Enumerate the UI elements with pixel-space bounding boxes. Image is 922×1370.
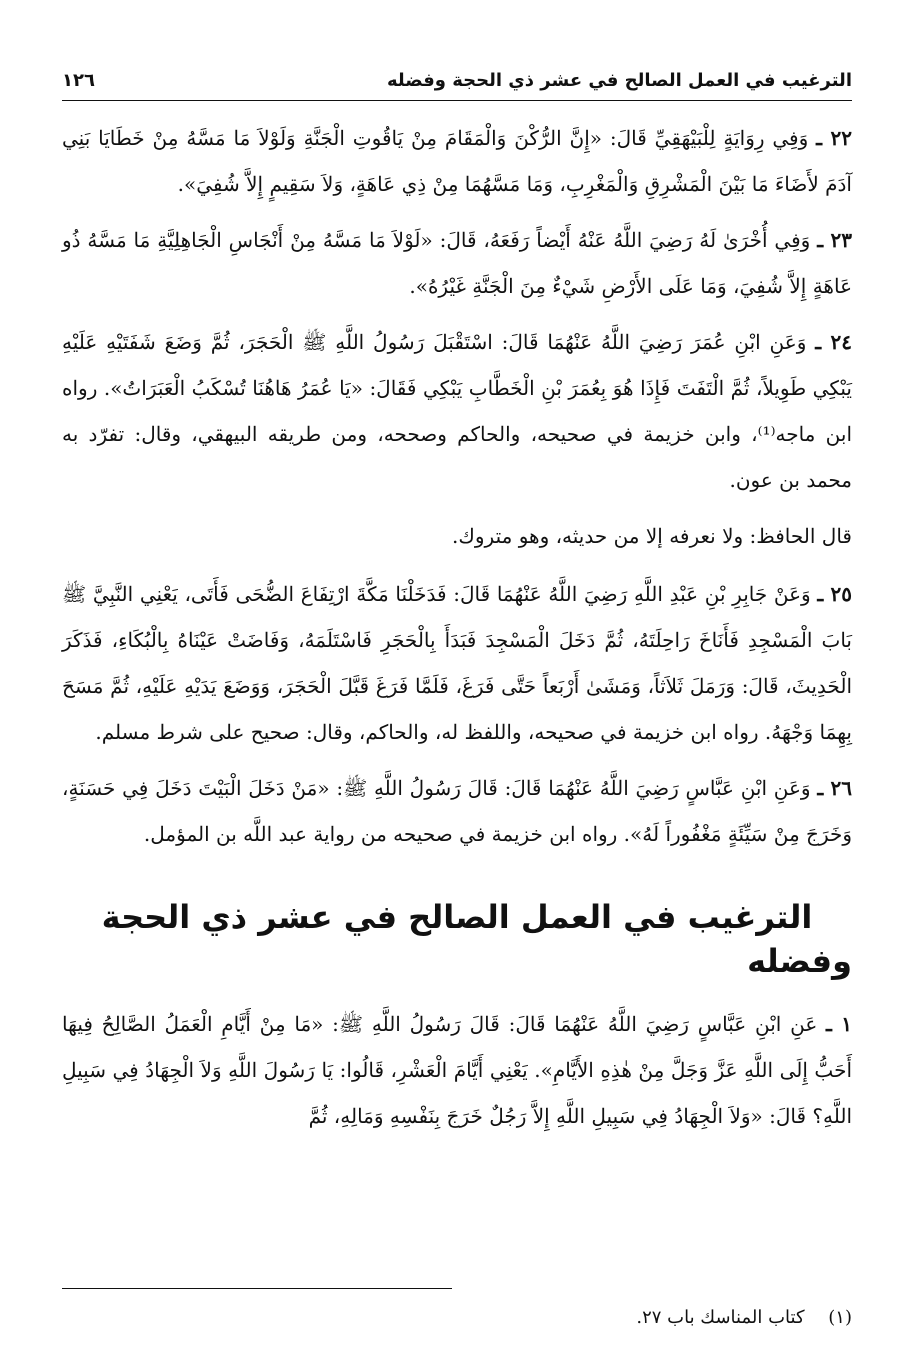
hadith-text: وَعَنِ ابْنِ عَبَّاسٍ رَضِيَ اللَّهُ عَنْهُمَا قَالَ: قَالَ رَسُولُ اللَّهِ ﷺ: «مَنْ دَخَلَ الْبَيْتَ دَخَلَ فِي حَسَنَةٍ، وَخَرَجَ مِنْ سَيِّئَةٍ مَغْفُوراً لَهُ». رواه ابن خزيمة في صحيحه من رواية عبد اللَّه بن المؤمل.	[62, 776, 852, 846]
hadith-text: وَفِي رِوَايَةٍ لِلْبَيْهَقِيِّ قَالَ: «إِنَّ الرُّكْنَ وَالْمَقَامَ مِنْ يَاقُوتِ الْجَنَّةِ وَلَوْلاَ مَا مَسَّهُ مِنْ خَطَايَا بَنِي آدَمَ لأَضَاءَ مَا بَيْنَ الْمَشْرِقِ وَالْمَغْرِبِ، وَمَا مَسَّهُمَا مِنْ ذِي عَاهَةٍ، وَلاَ سَقِيمٍ إِلاَّ شُفِيَ».	[62, 126, 852, 196]
hadith-paragraph-24	[62, 319, 852, 503]
hadith-text: وَعَنِ ابْنِ عُمَرَ رَضِيَ اللَّهُ عَنْهُمَا قَالَ: اسْتَقْبَلَ رَسُولُ اللَّهِ ﷺ الْحَجَرَ، ثُمَّ وَضَعَ شَفَتَيْهِ عَلَيْهِ يَبْكِي طَوِيلاً، ثُمَّ الْتَفَتَ فَإِذَا هُوَ بِعُمَرَ بْنِ الْخَطَّابِ يَبْكِي فَقَالَ: «يَا عُمَرُ هَاهُنَا تُسْكَبُ الْعَبَرَاتُ». رواه ابن ماجه⁽¹⁾، وابن خزيمة في صحيحه، والحاكم وصححه، ومن طريقه البيهقي، وقال: تفرّد به محمد بن عون.	[62, 330, 853, 492]
hadith-text: عَنِ ابْنِ عَبَّاسٍ رَضِيَ اللَّهُ عَنْهُمَا قَالَ: قَالَ رَسُولُ اللَّهِ ﷺ: «مَا مِنْ أَيَّامِ الْعَمَلُ الصَّالِحُ فِيهَا أَحَبُّ إِلَى اللَّهِ عَزَّ وَجَلَّ مِنْ هٰذِهِ الأَيَّامِ». يَعْنِي أَيَّامَ الْعَشْرِ، قَالُوا: يَا رَسُولَ اللَّهِ وَلاَ الْجِهَادُ فِي سَبِيلِ اللَّهِ؟ قَالَ: «وَلاَ الْجِهَادُ فِي سَبِيلِ اللَّهِ إِلاَّ رَجُلٌ خَرَجَ بِنَفْسِهِ وَمَالِهِ، ثُمَّ	[62, 1012, 852, 1128]
section-title: الترغيب في العمل الصالح في عشر ذي الحجة وفضله	[101, 898, 852, 980]
hadith-text: وَفِي أُخْرَىٰ لَهُ رَضِيَ اللَّهُ عَنْهُ أَيْضاً رَفَعَهُ، قَالَ: «لَوْلاَ مَا مَسَّهُ مِنْ أَنْجَاسِ الْجَاهِلِيَّةِ مَا مَسَّهُ ذُو عَاهَةٍ إِلاَّ شُفِيَ، وَمَا عَلَى الأَرْضِ شَيْءٌ مِنَ الْجَنَّةِ غَيْرُهُ».	[62, 228, 852, 298]
hadith-number: ٢٣ ـ	[817, 228, 853, 252]
section-hadith-paragraph-1	[62, 1001, 852, 1139]
hadith-paragraph-23	[62, 217, 852, 309]
hafiz-note-text: قال الحافظ: ولا نعرفه إلا من حديثه، وهو متروك.	[452, 524, 852, 548]
hadith-number: ٢٥ ـ	[817, 582, 853, 606]
hadith-paragraph-26	[62, 765, 852, 857]
footnote-marker: (١)	[828, 1307, 852, 1328]
running-title: الترغيب في العمل الصالح في عشر ذي الحجة وفضله	[387, 69, 852, 91]
running-header	[62, 60, 852, 101]
footnote-text: كتاب المناسك باب ٢٧.	[636, 1307, 805, 1328]
hadith-paragraph-22	[62, 115, 852, 207]
book-page	[62, 60, 852, 1340]
hadith-number: ٢٢ ـ	[816, 126, 853, 150]
hadith-paragraph-25	[62, 571, 852, 755]
hadith-number: ٢٦ ـ	[817, 776, 853, 800]
hafiz-note	[62, 513, 852, 559]
footnote-rule	[62, 1288, 452, 1289]
body-text	[62, 115, 852, 1139]
page-number: ١٢٦	[62, 69, 95, 91]
hadith-number: ١ ـ	[826, 1012, 852, 1036]
footnote	[636, 1304, 852, 1332]
hadith-text: وَعَنْ جَابِرِ بْنِ عَبْدِ اللَّهِ رَضِيَ اللَّهُ عَنْهُمَا قَالَ: فَدَخَلْنَا مَكَّةَ ارْتِفَاعَ الضُّحَى فَأَتَى، يَعْنِي النَّبِيَّ ﷺ بَابَ الْمَسْجِدِ فَأَنَاخَ رَاحِلَتَهُ، ثُمَّ دَخَلَ الْمَسْجِدَ فَبَدَأَ بِالْحَجَرِ فَاسْتَلَمَهُ، وَفَاضَتْ عَيْنَاهُ بِالْبُكَاءِ، فَذَكَرَ الْحَدِيثَ، قَالَ: وَرَمَلَ ثَلاَثاً، وَمَشَىٰ أَرْبَعاً حَتَّى فَرَغَ، فَلَمَّا فَرَغَ قَبَّلَ الْحَجَرَ، وَوَضَعَ يَدَيْهِ عَلَيْهِ، ثُمَّ مَسَحَ بِهِمَا وَجْهَهُ. رواه ابن خزيمة في صحيحه، واللفظ له، والحاكم، وقال: صحيح على شرط مسلم.	[62, 582, 852, 744]
hadith-number: ٢٤ ـ	[815, 330, 852, 354]
